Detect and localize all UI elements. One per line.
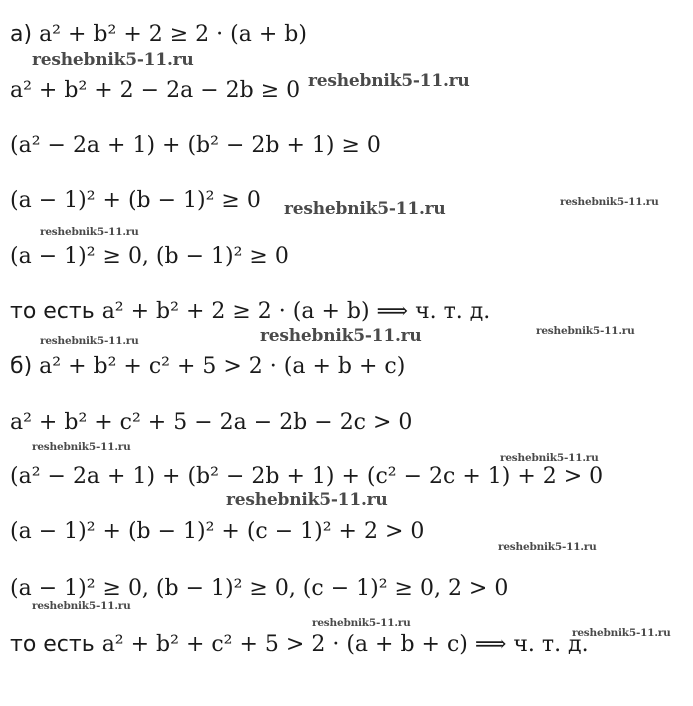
watermark: reshebnik5-11.ru xyxy=(560,196,659,208)
line-prefix: то есть xyxy=(10,632,102,657)
formula: a² + b² + c² + 5 > 2 · (a + b + c) xyxy=(39,354,406,379)
formula: (a² − 2a + 1) + (b² − 2b + 1) + (c² − 2c + 1) + 2 > 0 xyxy=(10,464,604,489)
formula: a² + b² + 2 ≥ 2 · (a + b) ⟹ ч. т. д. xyxy=(101,299,491,324)
watermark: reshebnik5-11.ru xyxy=(284,199,446,219)
formula: a² + b² + 2 − 2a − 2b ≥ 0 xyxy=(10,78,301,103)
line-b-step3 xyxy=(10,519,424,545)
formula: a² + b² + c² + 5 > 2 · (a + b + c) ⟹ ч. т. д. xyxy=(101,632,589,657)
formula: a² + b² + 2 ≥ 2 · (a + b) xyxy=(39,22,307,47)
watermark: reshebnik5-11.ru xyxy=(308,71,470,91)
line-a-step2 xyxy=(10,133,381,159)
watermark: reshebnik5-11.ru xyxy=(226,490,388,510)
watermark: reshebnik5-11.ru xyxy=(32,50,194,70)
line-b-title xyxy=(10,354,405,380)
watermark: reshebnik5-11.ru xyxy=(32,441,131,453)
watermark: reshebnik5-11.ru xyxy=(500,452,599,464)
line-b-step2 xyxy=(10,464,603,490)
formula: (a − 1)² ≥ 0, (b − 1)² ≥ 0 xyxy=(10,244,289,269)
watermark: reshebnik5-11.ru xyxy=(312,617,411,629)
line-b-step4 xyxy=(10,576,508,602)
line-prefix: то есть xyxy=(10,299,102,324)
formula: (a² − 2a + 1) + (b² − 2b + 1) ≥ 0 xyxy=(10,133,381,158)
watermark: reshebnik5-11.ru xyxy=(40,335,139,347)
formula: (a − 1)² + (b − 1)² + (c − 1)² + 2 > 0 xyxy=(10,519,425,544)
line-prefix: б) xyxy=(10,354,40,379)
line-a-title xyxy=(10,22,307,48)
line-a-step4 xyxy=(10,244,289,270)
line-prefix: а) xyxy=(10,22,40,47)
formula: (a − 1)² ≥ 0, (b − 1)² ≥ 0, (c − 1)² ≥ 0, 2 > 0 xyxy=(10,576,509,601)
watermark: reshebnik5-11.ru xyxy=(32,600,131,612)
watermark: reshebnik5-11.ru xyxy=(40,226,139,238)
line-b-conclusion xyxy=(10,632,589,658)
line-a-conclusion xyxy=(10,299,490,325)
line-a-step3 xyxy=(10,188,261,214)
watermark: reshebnik5-11.ru xyxy=(572,627,671,639)
watermark: reshebnik5-11.ru xyxy=(260,326,422,346)
line-b-step1 xyxy=(10,410,412,436)
watermark: reshebnik5-11.ru xyxy=(498,541,597,553)
formula: (a − 1)² + (b − 1)² ≥ 0 xyxy=(10,188,261,213)
watermark: reshebnik5-11.ru xyxy=(536,325,635,337)
formula: a² + b² + c² + 5 − 2a − 2b − 2c > 0 xyxy=(10,410,413,435)
line-a-step1 xyxy=(10,78,300,104)
